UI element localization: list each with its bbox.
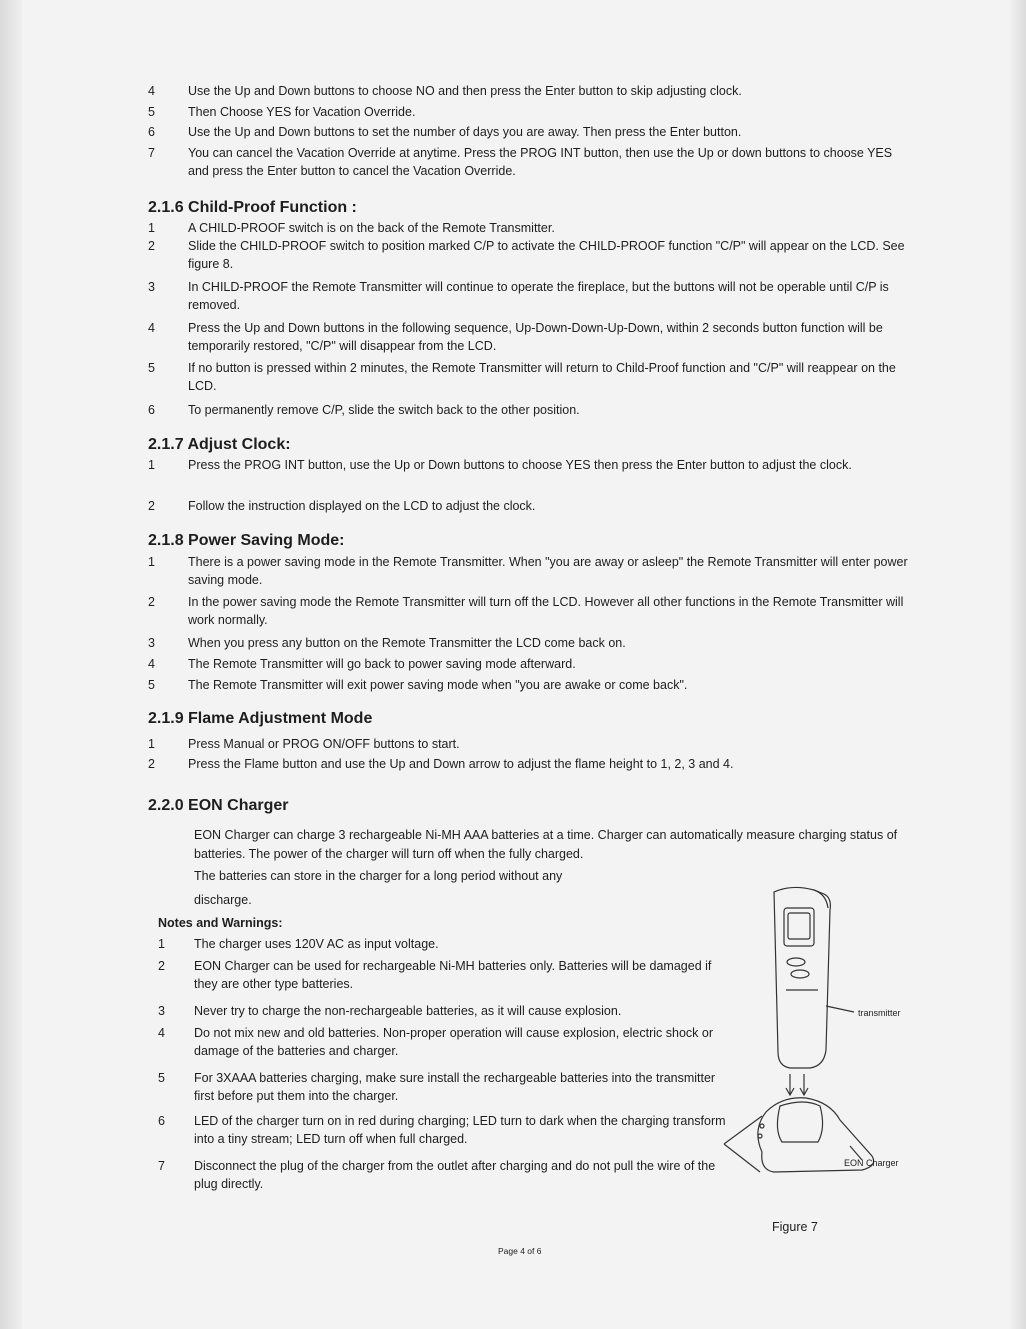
section-heading: 2.2.0 EON Charger — [148, 797, 289, 814]
item-text: When you press any button on the Remote Transmitter the LCD come back on. — [188, 636, 626, 650]
item-number: 3 — [148, 280, 155, 294]
item-text: In CHILD-PROOF the Remote Transmitter will continue to operate the fireplace, but the buttons will not be operable until C/P is removed. — [188, 280, 889, 312]
item-text: The Remote Transmitter will go back to power saving mode afterward. — [188, 657, 576, 671]
item-number: 5 — [158, 1071, 165, 1085]
item-text: Follow the instruction displayed on the LCD to adjust the clock. — [188, 499, 536, 513]
item-text: LED of the charger turn on in red during charging; LED turn to dark when the charging transform into a tiny stream; LED turn off when full charged. — [194, 1114, 726, 1146]
item-number: 3 — [148, 636, 155, 650]
item-number: 2 — [148, 595, 155, 609]
notes-heading: Notes and Warnings: — [158, 916, 283, 930]
paragraph: The batteries can store in the charger for a long period without any — [194, 869, 563, 883]
item-text: Press the Up and Down buttons in the following sequence, Up-Down-Down-Up-Down, within 2 seconds button function will be temporarily restored, "C/P" will disappear from the LCD. — [188, 321, 883, 353]
item-text: Press the PROG INT button, use the Up or Down buttons to choose YES then press the Enter button to adjust the clock. — [188, 458, 852, 472]
item-text: The charger uses 120V AC as input voltage. — [194, 937, 439, 951]
charger-label: EON Charger — [844, 1158, 899, 1168]
item-number: 1 — [158, 937, 165, 951]
section-heading: 2.1.8 Power Saving Mode: — [148, 532, 345, 549]
figure-caption: Figure 7 — [772, 1220, 818, 1234]
item-text: If no button is pressed within 2 minutes, the Remote Transmitter will return to Child-Proof function and "C/P" will reappear on the LCD. — [188, 361, 896, 393]
section-heading: 2.1.9 Flame Adjustment Mode — [148, 710, 373, 727]
item-number: 3 — [158, 1004, 165, 1018]
item-text: Then Choose YES for Vacation Override. — [188, 105, 416, 119]
item-number: 5 — [148, 361, 155, 375]
item-text: You can cancel the Vacation Override at anytime. Press the PROG INT button, then use the Up or down buttons to choose YES and press the Enter button to cancel the Vacation Override. — [188, 146, 893, 178]
item-number: 1 — [148, 555, 155, 569]
item-number: 5 — [148, 678, 155, 692]
item-number: 2 — [148, 239, 155, 253]
item-number: 1 — [148, 737, 155, 751]
item-number: 6 — [148, 403, 155, 417]
item-number: 2 — [148, 499, 155, 513]
item-text: Disconnect the plug of the charger from the outlet after charging and do not pull the wire of the plug directly. — [194, 1159, 716, 1191]
item-text: EON Charger can be used for rechargeable Ni-MH batteries only. Batteries will be damaged if they are other type batteries. — [194, 959, 712, 991]
paragraph: EON Charger can charge 3 rechargeable Ni-MH AAA batteries at a time. Charger can automatically measure charging status of batteries. The power of the charger will turn off when the fully charged. — [194, 828, 898, 861]
item-text: There is a power saving mode in the Remote Transmitter. When "you are away or asleep" the Remote Transmitter will enter power saving mode. — [188, 555, 908, 587]
item-number: 1 — [148, 221, 155, 235]
item-number: 5 — [148, 105, 155, 119]
item-text: Press the Flame button and use the Up and Down arrow to adjust the flame height to 1, 2, 3 and 4. — [188, 757, 734, 771]
item-text: For 3XAAA batteries charging, make sure install the rechargeable batteries into the transmitter first before put them into the charger. — [194, 1071, 716, 1103]
item-text: To permanently remove C/P, slide the switch back to the other position. — [188, 403, 580, 417]
item-text: The Remote Transmitter will exit power saving mode when "you are awake or come back". — [188, 678, 688, 692]
item-number: 6 — [158, 1114, 165, 1128]
item-number: 7 — [148, 146, 155, 160]
item-text: Never try to charge the non-rechargeable batteries, as it will cause explosion. — [194, 1004, 622, 1018]
item-text: Do not mix new and old batteries. Non-proper operation will cause explosion, electric shock or damage of the batteries and charger. — [194, 1026, 714, 1058]
item-number: 7 — [158, 1159, 165, 1173]
section-heading: 2.1.7 Adjust Clock: — [148, 436, 291, 453]
item-text: Press Manual or PROG ON/OFF buttons to start. — [188, 737, 460, 751]
charger-drawing — [722, 880, 922, 1190]
item-number: 2 — [158, 959, 165, 973]
transmitter-label: transmitter — [858, 1008, 901, 1018]
item-number: 4 — [158, 1026, 165, 1040]
figure-7-illustration — [722, 880, 922, 1190]
page-number: Page 4 of 6 — [498, 1246, 542, 1256]
item-text: In the power saving mode the Remote Transmitter will turn off the LCD. However all other functions in the Remote Transmitter will work normally. — [188, 595, 904, 627]
item-text: Use the Up and Down buttons to set the number of days you are away. Then press the Enter button. — [188, 125, 742, 139]
item-text: A CHILD-PROOF switch is on the back of the Remote Transmitter. — [188, 221, 555, 235]
paragraph: discharge. — [194, 893, 252, 907]
item-text: Use the Up and Down buttons to choose NO and then press the Enter button to skip adjusting clock. — [188, 84, 742, 98]
item-number: 6 — [148, 125, 155, 139]
item-number: 4 — [148, 657, 155, 671]
item-number: 4 — [148, 84, 155, 98]
item-text: Slide the CHILD-PROOF switch to position marked C/P to activate the CHILD-PROOF function "C/P" will appear on the LCD. See figure 8. — [188, 239, 905, 271]
item-number: 1 — [148, 458, 155, 472]
item-number: 4 — [148, 321, 155, 335]
item-number: 2 — [148, 757, 155, 771]
section-heading: 2.1.6 Child-Proof Function : — [148, 199, 357, 216]
